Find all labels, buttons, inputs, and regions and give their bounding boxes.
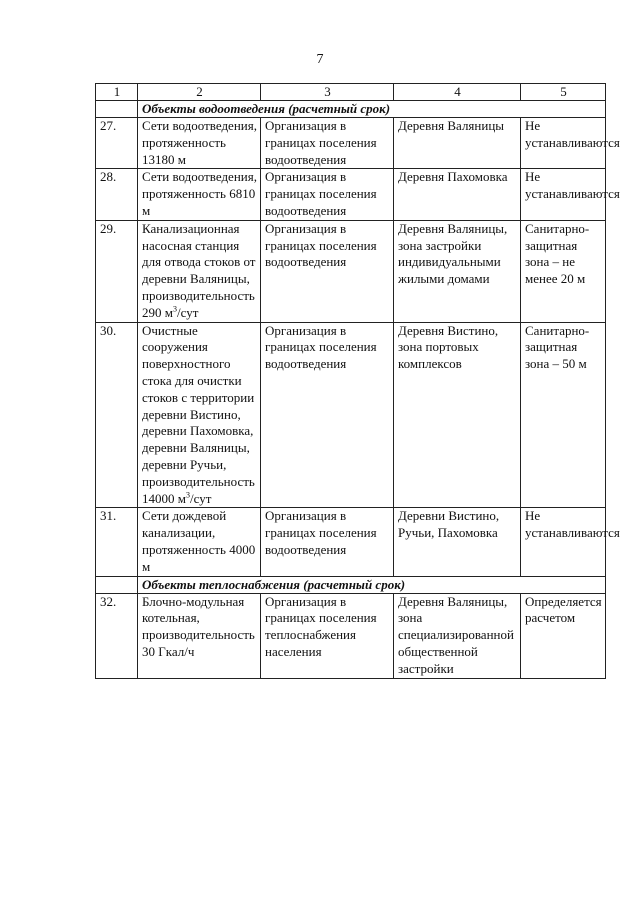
zone-cell: Санитарно-защитная зона – 50 м <box>521 322 606 508</box>
location-cell: Деревня Валяницы, зона застройки индивидуальными жилыми домами <box>394 220 521 322</box>
header-row <box>96 84 606 101</box>
header-cell: 4 <box>394 84 521 101</box>
location-cell: Деревни Вистино, Ручьи, Пахомовка <box>394 508 521 576</box>
row-number: 31. <box>96 508 138 576</box>
section-title: Объекты водоотведения (расчетный срок) <box>138 101 606 118</box>
section-row <box>96 576 606 593</box>
object-cell: Сети водоотведения, протяженность 6810 м <box>138 169 261 220</box>
header-cell: 5 <box>521 84 606 101</box>
table-row <box>96 118 606 169</box>
row-number: 29. <box>96 220 138 322</box>
table-row <box>96 220 606 322</box>
header-cell: 3 <box>261 84 394 101</box>
objects-table <box>95 83 620 679</box>
row-number: 32. <box>96 593 138 678</box>
location-cell: Деревня Вистино, зона портовых комплексов <box>394 322 521 508</box>
section-row <box>96 101 606 118</box>
row-number: 28. <box>96 169 138 220</box>
table-row <box>96 322 606 508</box>
header-cell: 1 <box>96 84 138 101</box>
row-number: 30. <box>96 322 138 508</box>
zone-cell: Не устанавливаются <box>521 508 606 576</box>
location-cell: Деревня Пахомовка <box>394 169 521 220</box>
location-cell: Деревня Валяницы, зона специализированной общественной застройки <box>394 593 521 678</box>
purpose-cell: Организация в границах поселения водоотведения <box>261 118 394 169</box>
object-cell: Сети водоотведения, протяженность 13180 м <box>138 118 261 169</box>
table-row <box>96 508 606 576</box>
zone-cell: Не устанавливаются <box>521 169 606 220</box>
object-cell: Блочно-модульная котельная, производительность 30 Гкал/ч <box>138 593 261 678</box>
purpose-cell: Организация в границах поселения водоотведения <box>261 220 394 322</box>
purpose-cell: Организация в границах поселения водоотведения <box>261 169 394 220</box>
zone-cell: Санитарно-защитная зона – не менее 20 м <box>521 220 606 322</box>
table-row <box>96 593 606 678</box>
header-cell: 2 <box>138 84 261 101</box>
purpose-cell: Организация в границах поселения водоотведения <box>261 322 394 508</box>
object-cell: Очистные сооружения поверхностного стока для очистки стоков с территории деревни Вистино, деревни Пахомовка, деревни Валяницы, деревни Ручьи, производительность 14000 $м^3$/сут <box>138 322 261 508</box>
row-number: 27. <box>96 118 138 169</box>
page-number: 7 <box>316 52 324 67</box>
section-title: Объекты теплоснабжения (расчетный срок) <box>138 576 606 593</box>
table-row <box>96 169 606 220</box>
location-cell: Деревня Валяницы <box>394 118 521 169</box>
object-cell: Сети дождевой канализации, протяженность 4000 м <box>138 508 261 576</box>
purpose-cell: Организация в границах поселения водоотведения <box>261 508 394 576</box>
zone-cell: Не устанавливаются <box>521 118 606 169</box>
object-cell: Канализационная насосная станция для отвода стоков от деревни Валяницы, производительность 290 $м^3$/сут <box>138 220 261 322</box>
purpose-cell: Организация в границах поселения теплоснабжения населения <box>261 593 394 678</box>
zone-cell: Определяется расчетом <box>521 593 606 678</box>
